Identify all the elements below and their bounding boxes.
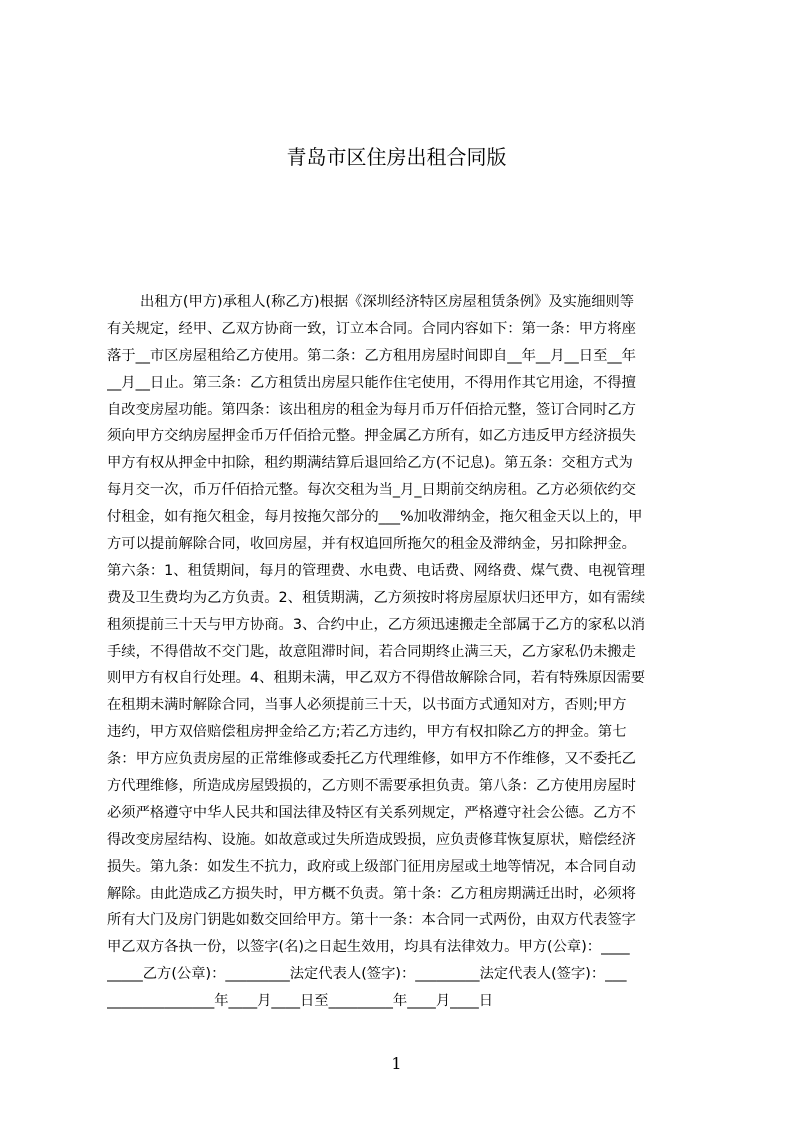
body-line: 租须提前三十天与甲方协商。3、合约中止，乙方须迅速搬走全部属于乙方的家私以消 <box>107 616 646 633</box>
body-line: 有关规定，经甲、乙双方协商一致，订立本合同。合同内容如下：第一条：甲方将座 <box>107 320 636 337</box>
body-line: 则甲方有权自行处理。4、租期未满，甲乙双方不得借故解除合同，若有特殊原因需要 <box>107 670 646 687</box>
page-number: 1 <box>391 1054 402 1073</box>
body-line: 得改变房屋结构、设施。如故意或过失所造成毁损，应负责修茸恢复原状，赔偿经济 <box>107 831 636 848</box>
body-line: 违约，甲方双倍赔偿租房押金给乙方;若乙方违约，甲方有权扣除乙方的押金。第七 <box>107 724 627 741</box>
body-line: _____乙方(公章)：_________法定代表人(签字)：_________法定代表人(签字)：___ <box>107 966 627 983</box>
body-line: 手续，不得借故不交门匙，故意阻滞时间，若合同期终止满三天，乙方家私仍未搬走 <box>107 643 636 660</box>
body-line: 甲方有权从押金中扣除，租约期满结算后退回给乙方(不记息)。第五条：交租方式为 <box>107 455 633 472</box>
body-line: 第六条：1、租赁期间，每月的管理费、水电费、电话费、网络费、煤气费、电视管理 <box>107 562 646 579</box>
body-line: __月__日止。第三条：乙方租赁出房屋只能作住宅使用，不得用作其它用途，不得擅 <box>107 374 636 391</box>
body-line: 付租金，如有拖欠租金，每月按拖欠部分的___%加收滞纳金，拖欠租金天以上的，甲 <box>107 509 643 526</box>
body-line: 每月交一次，币万仟佰拾元整。每次交租为当_月_日期前交纳房租。乙方必须依约交 <box>107 482 636 499</box>
body-line: 自改变房屋功能。第四条：该出租房的租金为每月币万仟佰拾元整，签订合同时乙方 <box>107 401 636 418</box>
body-line: 甲乙双方各执一份，以签字(名)之日起生效用，均具有法律效力。甲方(公章)：____ <box>107 939 630 956</box>
body-line: 出租方(甲方)承租人(称乙方)根据《深圳经济特区房屋租赁条例》及实施细则等 <box>140 294 635 310</box>
body-line: 损失。第九条：如发生不抗力，政府或上级部门征用房屋或土地等情况，本合同自动 <box>107 858 636 875</box>
body-line: 落于__市区房屋租给乙方使用。第二条：乙方租用房屋时间即自__年__月__日至__年 <box>107 347 636 364</box>
body-line: 所有大门及房门钥匙如数交回给甲方。第十一条：本合同一式两份，由双方代表签字 <box>107 912 636 929</box>
body-line: _______________年____月____日至_________年____月____日 <box>107 993 494 1010</box>
body-line: 费及卫生费均为乙方负责。2、租赁期满，乙方须按时将房屋原状归还甲方，如有需续 <box>107 589 646 606</box>
body-line: 在租期未满时解除合同，当事人必须提前三十天，以书面方式通知对方，否则;甲方 <box>107 697 627 714</box>
body-line: 解除。由此造成乙方损失时，甲方概不负责。第十条：乙方租房期满迁出时，必须将 <box>107 885 636 902</box>
body-line: 须向甲方交纳房屋押金币万仟佰拾元整。押金属乙方所有，如乙方违反甲方经济损失 <box>107 428 636 445</box>
body-line: 必须严格遵守中华人民共和国法律及特区有关系列规定，严格遵守社会公德。乙方不 <box>107 804 636 821</box>
body-line: 方代理维修，所造成房屋毁损的，乙方则不需要承担负责。第八条：乙方使用房屋时 <box>107 778 636 795</box>
contract-body <box>107 289 699 1015</box>
body-line: 方可以提前解除合同，收回房屋，并有权追回所拖欠的租金及滞纳金，另扣除押金。 <box>107 536 636 553</box>
body-line: 条：甲方应负责房屋的正常维修或委托乙方代理维修，如甲方不作维修，又不委托乙 <box>107 751 636 768</box>
document-title: 青岛市区住房出租合同版 <box>286 145 507 169</box>
